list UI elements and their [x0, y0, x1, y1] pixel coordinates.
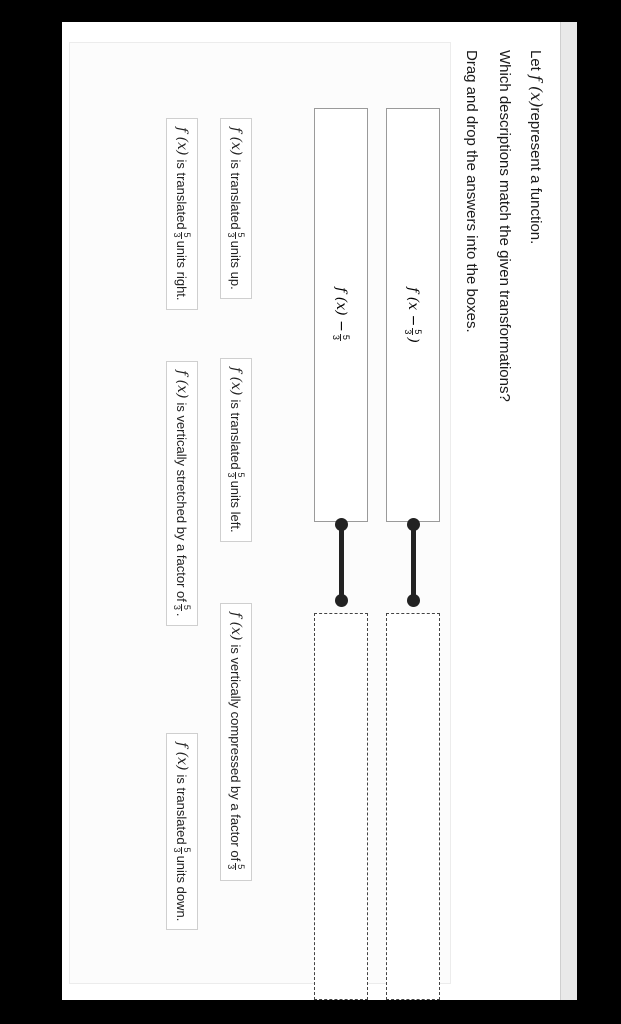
fraction-denominator: 3 — [403, 329, 414, 335]
choice-4-text: is translated — [174, 159, 190, 230]
target-expression-1 — [386, 108, 440, 522]
choice-2-text-end: units left. — [228, 480, 244, 533]
connector-handle-icon[interactable] — [407, 594, 420, 607]
fraction-denominator: 3 — [172, 232, 183, 238]
choice-4-function: f (x) — [174, 127, 190, 156]
fraction-numerator: 5 — [236, 232, 247, 238]
screen — [62, 22, 576, 1000]
prompt-line-1 — [527, 50, 546, 244]
target-1-expr: f (x − — [405, 287, 421, 327]
choice-3-text: is vertically compressed by a factor of — [228, 644, 244, 862]
fraction-numerator: 5 — [236, 864, 247, 870]
choice-6-text: is translated — [174, 774, 190, 845]
choice-5-text-end: . — [174, 612, 190, 617]
target-expression-2 — [314, 108, 368, 522]
prompt-function: f (x) — [527, 75, 546, 108]
answer-choice-1[interactable] — [220, 118, 252, 299]
connector-handle-icon[interactable] — [335, 594, 348, 607]
choice-1-function: f (x) — [228, 127, 244, 156]
fraction-denominator: 3 — [226, 232, 237, 238]
answer-choice-6[interactable] — [166, 733, 198, 930]
fraction-denominator: 3 — [172, 604, 183, 610]
prompt-line-3: Drag and drop the answers into the boxes. — [463, 50, 480, 333]
choice-4-text-end: units right. — [174, 240, 190, 301]
choice-2-function: f (x) — [228, 367, 244, 396]
fraction-denominator: 3 — [226, 472, 237, 478]
choice-3-fraction — [227, 863, 246, 870]
prompt-let: Let — [527, 50, 544, 71]
fraction-numerator: 5 — [236, 472, 247, 478]
choice-2-fraction — [227, 472, 246, 479]
target-1-fraction — [404, 328, 423, 335]
choice-6-fraction — [173, 847, 192, 854]
target-1-expr-close: ) — [405, 337, 421, 343]
choice-3-function: f (x) — [228, 612, 244, 641]
fraction-denominator: 3 — [331, 334, 342, 340]
choice-6-text-end: units down. — [174, 855, 190, 922]
choice-5-text: is vertically stretched by a factor of — [174, 402, 190, 602]
question-content — [62, 22, 576, 1000]
choice-5-function: f (x) — [174, 370, 190, 399]
prompt-represent: represent a function. — [527, 107, 544, 245]
fraction-denominator: 3 — [226, 864, 237, 870]
choice-5-fraction — [173, 604, 192, 611]
fraction-denominator: 3 — [172, 847, 183, 853]
choice-1-text-end: units up. — [228, 240, 244, 290]
fraction-numerator: 5 — [182, 604, 193, 610]
target-2-expr: f (x) − — [333, 287, 349, 332]
fraction-numerator: 5 — [413, 329, 424, 335]
choice-1-fraction — [227, 232, 246, 239]
drop-zone-1[interactable] — [386, 613, 440, 1000]
fraction-numerator: 5 — [341, 334, 352, 340]
screen-bezel-edge — [560, 22, 577, 1000]
choice-6-function: f (x) — [174, 742, 190, 771]
drag-drop-panel — [69, 42, 451, 984]
connector-line-2 — [339, 523, 344, 601]
choice-2-text: is translated — [228, 399, 244, 470]
answer-choice-3[interactable] — [220, 603, 252, 881]
drop-zone-2[interactable] — [314, 613, 368, 1000]
fraction-numerator: 5 — [182, 847, 193, 853]
choice-4-fraction — [173, 232, 192, 239]
connector-line-1 — [411, 523, 416, 601]
answer-choice-4[interactable] — [166, 118, 198, 310]
answer-choice-5[interactable] — [166, 361, 198, 626]
answer-choice-2[interactable] — [220, 358, 252, 542]
prompt-line-2: Which descriptions match the given transformations? — [496, 50, 513, 402]
target-2-fraction — [332, 334, 351, 341]
fraction-numerator: 5 — [182, 232, 193, 238]
choice-1-text: is translated — [228, 159, 244, 230]
